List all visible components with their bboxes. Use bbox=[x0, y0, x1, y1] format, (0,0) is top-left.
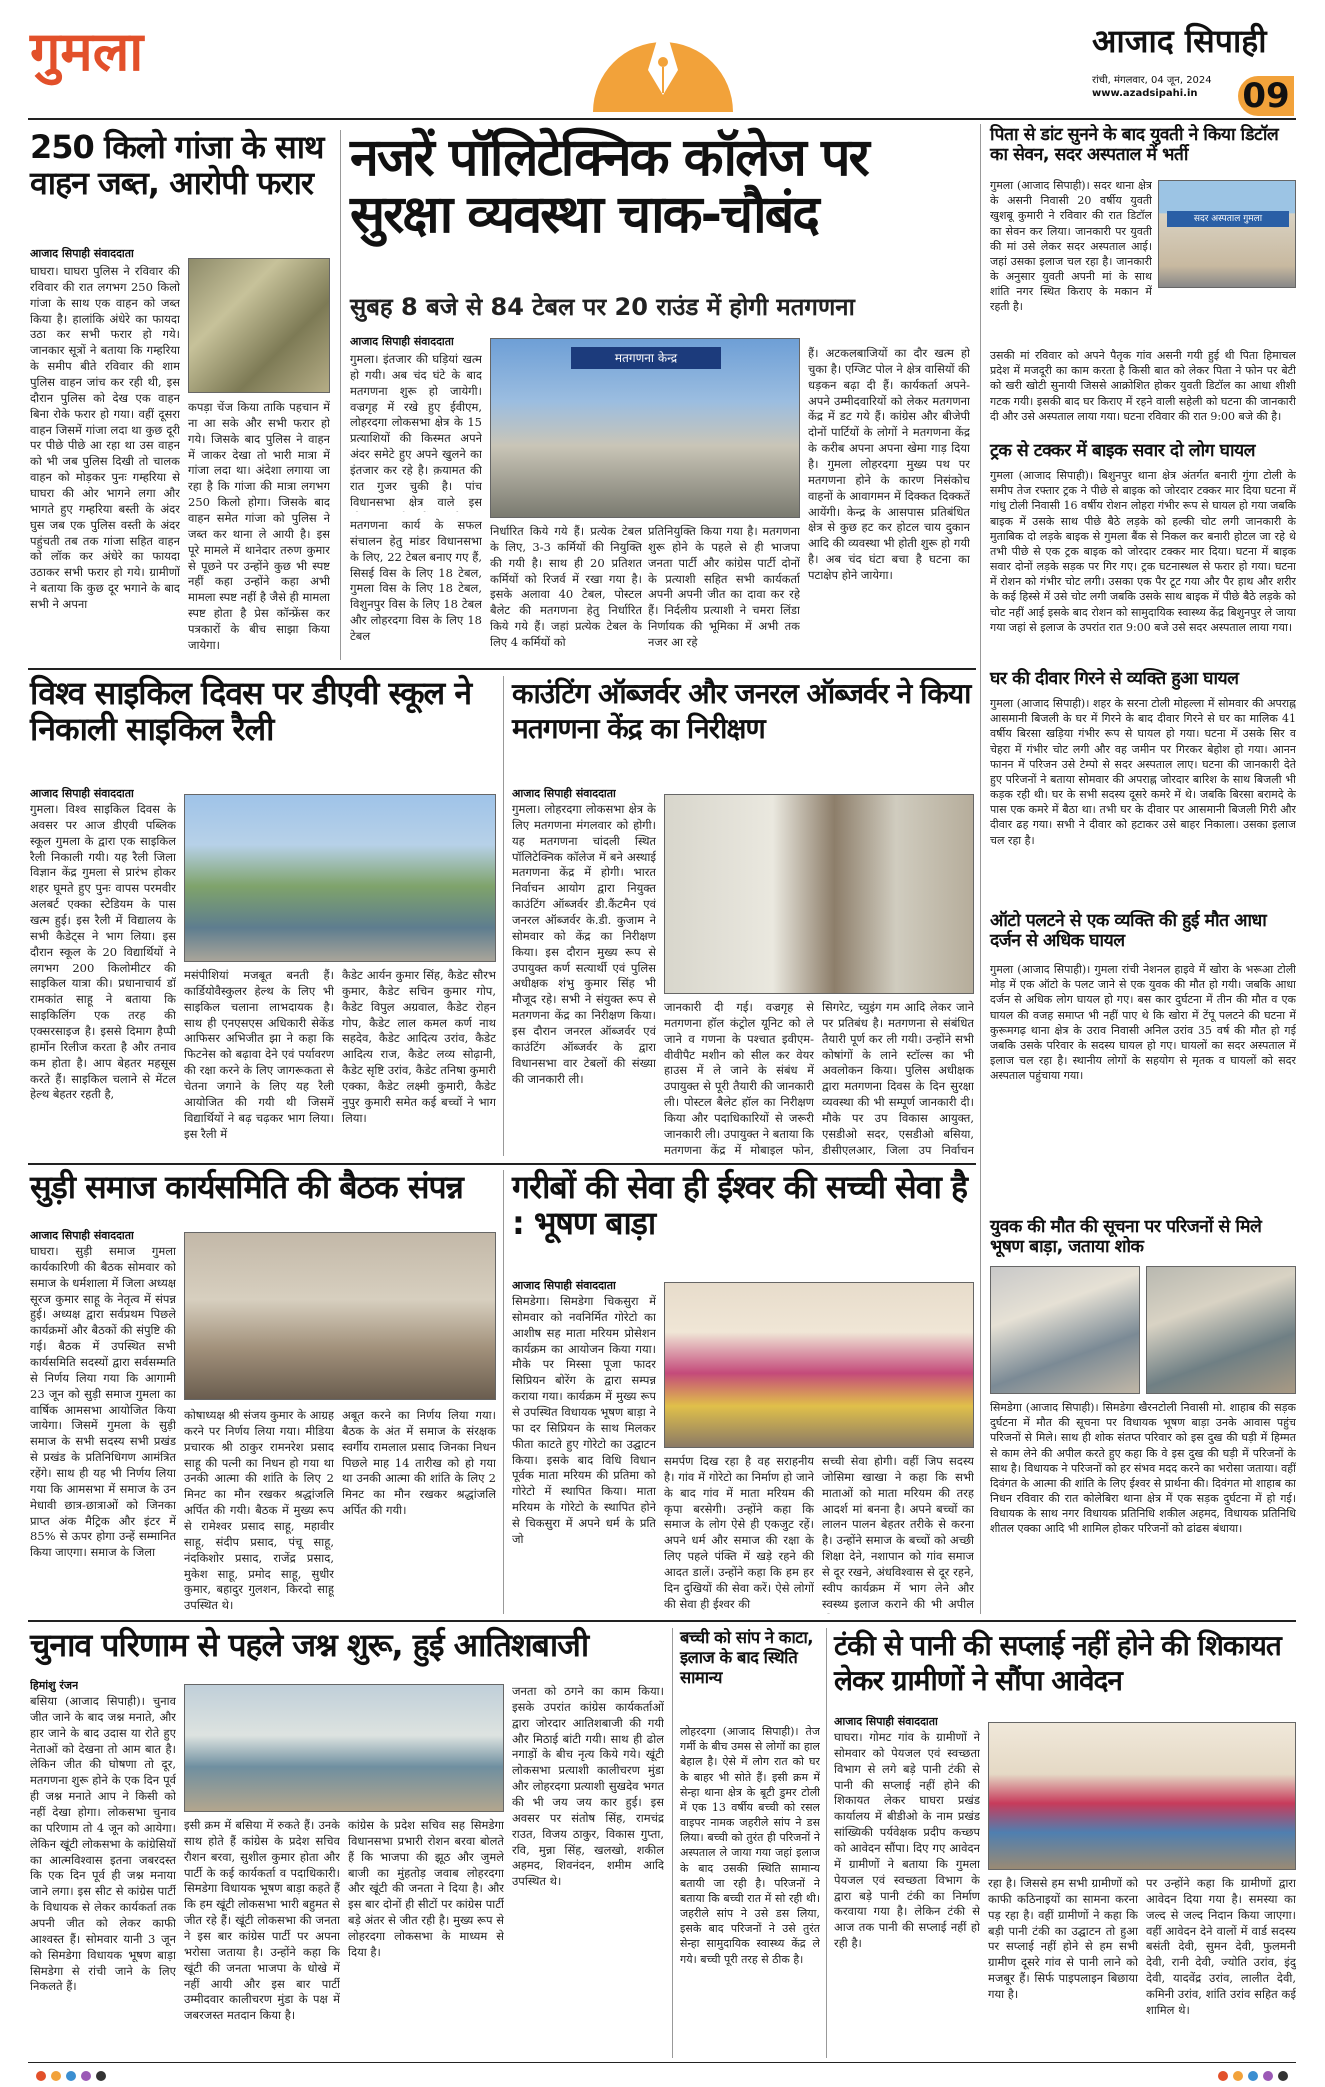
byline: हिमांशु रंजन bbox=[30, 1679, 79, 1692]
headline: गरीबों की सेवा ही ईश्वर की सच्ची सेवा है : भूषण बाड़ा bbox=[512, 1168, 967, 1242]
body1: सिमडेगा। सिमडेगा चिकसुरा में सोमवार को नवनिर्मित गोरेटो का आशीष सह माता मरियम प्रोसेशन कार्यक्रम का आयोजन किया गया। मौके पर मिस्सा पूजा फादर सिप्रियन बोरेंग के द्वारा सम्पन्न कराया गया। कार्यक्रम में मुख्य रूप से उपस्थित विधायक भूषण बाड़ा ने फा दर सिप्रियन के साथ मिलकर फीता काटते हुए गोरेटो का उद्घाटन किया। इसके बाद विधि विधान पूर्वक माता मरियम की प्रतिमा को गोरेटो में स्थापित किया। माता मरियम के गोरेटो के स्थापित होने से चिकसुरा में अपने धर्म के प्रति जो bbox=[512, 1294, 656, 1546]
footer-dots-left bbox=[34, 2068, 154, 2082]
lead-body1: गुमला। इंतजार की घड़ियां खत्म हो गयी। अब चंद घंटे के बाद मतगणना शुरू हो जायेगी। वज्रगृह में रखे हुए ईवीएम, लोहरदगा लोकसभा क्षेत्र के 15 प्रत्याशियों की किस्मत अपने अंदर समेटे हुए अपने खुलने का इंतजार कर रहे है। क़यामत की रात गुजर चुकी है। पांच विधानसभा क्षेत्र वाले इस bbox=[350, 352, 482, 509]
headline: युवक की मौत की सूचना पर परिजनों से मिले भूषण बाड़ा, जताया शोक bbox=[990, 1217, 1262, 1257]
body1: घाघरा। गोमट गांव के ग्रामीणों ने सोमवार को पेयजल एवं स्वच्छता विभाग से लगे बड़े पानी टंकी से पानी की सप्लाई नहीं होने की शिकायत लेकर घाघरा प्रखंड कार्यालय में बीडीओ के नाम प्रखंड सांख्यिकी पर्यवेक्षक प्रदीप कच्छप को आवेदन सौंपा। दिए गए आवेदन में ग्रामीणों ने बताया कि गुमला पेयजल एवं स्वच्छता विभाग के द्वारा बड़े पानी टंकी का निर्माण करवाया गया है। लेकिन टंकी से आज तक पानी की सप्लाई नहीं हो रही है। bbox=[834, 1730, 980, 1951]
headline: चुनाव परिणाम से पहले जश्न शुरू, हुई आतिशबाजी bbox=[30, 1626, 589, 1664]
body1: गुमला (आजाद सिपाही)। सदर थाना क्षेत्र के असनी निवासी 20 वर्षीय युवती खुशबू कुमारी ने रविवार की रात डिटॉल का सेवन कर लिया। जानकारी पर युवती की मां उसे लेकर सदर अस्पताल आई। जहां उसका इलाज चल रहा है। जानकारी के अनुसार युवती अपनी मां के साथ शांति नगर स्थित किराए के मकान में रहती है। bbox=[990, 179, 1152, 314]
byline: आजाद सिपाही संवाददाता bbox=[350, 335, 454, 348]
inspection-photo bbox=[664, 794, 974, 994]
story-wall bbox=[990, 670, 1296, 906]
headline: ऑटो पलटने से एक व्यक्ति की हुई मौत आधा दर्जन से अधिक घायल bbox=[990, 911, 1267, 951]
lead-headline: नजरें पॉलिटेक्निक कॉलेज पर सुरक्षा व्यवस्था चाक-चौबंद bbox=[350, 128, 868, 246]
hospital-photo bbox=[1158, 180, 1296, 288]
story-cycle bbox=[30, 676, 496, 1156]
headline: 250 किलो गांजा के साथ वाहन जब्त, आरोपी फरार bbox=[30, 128, 324, 202]
byline: आजाद सिपाही संवाददाता bbox=[30, 247, 134, 260]
col-rule bbox=[980, 124, 981, 1614]
lead-subhead: सुबह 8 बजे से 84 टेबल पर 20 राउंड में होगी मतगणना bbox=[350, 293, 855, 321]
byline: आजाद सिपाही संवाददाता bbox=[512, 1279, 616, 1292]
body2: मसंपीशियां मजबूत बनती हैं। कार्डियोवैस्कुलर हेल्थ के लिए भी साइकिल चलाना लाभदायक है। साथ ही एनएसएस अधिकारी सेकेंड आफिसर अभिजीत झा ने कहा कि फिटनेस को बढ़ावा देने एवं पर्यावरण की रक्षा करने के लिए जागरूकता से चेतना जगाने के लिए यह रैली आयोजित की गयी थी जिसमें विद्यार्थियों ने बढ़ चढ़कर भाग लिया। इस रैली में bbox=[184, 968, 334, 1141]
story-jashn bbox=[30, 1628, 664, 2058]
body1: गुमला। लोहरदगा लोकसभा क्षेत्र के लिए मतगणना मंगलवार को होगी। यह मतगणना चांदली स्थित पॉलिटेक्निक कॉलेज में बने अस्थाई मतगणना केंद्र में होगी। भारत निर्वाचन आयोग द्वारा नियुक्त काउंटिंग ऑब्जर्वर डी.कैंटमैन एवं जनरल ऑब्जर्वर के.डी. कुजाम ने सोमवार को केंद्र का निरीक्षण किया। इस दौरान मुख्य रूप से उपायुक्त कर्ण सत्यार्थी एवं पुलिस अधीक्षक शंभु कुमार सिंह भी मौजूद रहे। सभी ने संयुक्त रूप से मतगणना केंद्र का निरीक्षण किया। इस दौरान जनरल ऑब्जर्वर एवं काउंटिंग ऑब्जर्वर के द्वारा विधानसभा वार टेबलों की संख्या की जानकारी ली। bbox=[512, 802, 656, 1086]
story-ganja bbox=[30, 130, 330, 658]
footer-dots-right bbox=[1216, 2068, 1296, 2082]
col-rule bbox=[672, 1628, 673, 2058]
byline: आजाद सिपाही संवाददाता bbox=[512, 787, 616, 800]
byline: आजाद सिपाही संवाददाता bbox=[30, 1229, 134, 1242]
body3: कांग्रेस के प्रदेश सचिव सह सिमडेगा विधानसभा प्रभारी रोशन बरवा बोलते हैं कि भाजपा की झूठ और जुमले बाजी का मुंहतोड़ जवाब लोहरदगा और खूंटी की जनता ने दिया है। और इस बार दोनों ही सीटों पर कांग्रेस पार्टी बड़े अंतर से जीत रही है। मुख्य रूप से लोहरदगा लोकसभा के माध्यम से दिया है। bbox=[348, 1818, 504, 1959]
body3: कैडेट आर्यन कुमार सिंह, कैडेट सौरभ कुमार, कैडेट सचिन कुमार गोप, कैडेट विपुल अग्रवाल, कैडेट रोहन गोप, कैडेट लाल कमल कर्ण नाथ सहदेव, कैडेट आदित्य उरांव, कैडेट आदित्य राज, कैडेट लव्य सोढ़ानी, कैडेट सृष्टि उरांव, कैडेट तनिषा कुमारी एक्का, कैडेट लक्ष्मी कुमारी, कैडेट नुपुर कुमारी समेत कई बच्चों ने भाग लिया। bbox=[342, 968, 496, 1125]
body4: जनता को ठगने का काम किया। इसके उपरांत कांग्रेस कार्यकर्ताओं द्वारा जोरदार आतिशबाजी की गयी और मिठाई बांटी गयी। साथ ही ढोल नगाड़ों के बीच नृत्य किये गये। खूंटी लोकसभा प्रत्याशी कालीचरण मुंडा और लोहरदगा प्रत्याशी सुखदेव भगत की भी जय जय कार हुई। इस अवसर पर संतोष सिंह, रामचंद्र राउत, विजय ठाकुर, विकास गुप्ता, रवि, मुन्ना सिंह, खलखो, शकील अहमद, शिवनंदन, शमीम आदि उपस्थित थे। bbox=[512, 1684, 664, 1889]
hospital-sign: सदर अस्पताल गुमला bbox=[1167, 211, 1289, 227]
district-name: गुमला bbox=[30, 20, 144, 83]
body3: पर उन्होंने कहा कि ग्रामीणों द्वारा आवेदन दिया गया है। समस्या का जल्द से जल्द निदान किया जाएगा। वहीं आवेदन देने वालों में वार्ड सदस्य बसंती देवी, सुमन देवी, फुलमनी देवी, रानी देवी, ज्योति उरांव, इंदु देवी, यादवेंद्र उरांव, लालीत देवी, कमिनी उरांव, शांति उरांव सहित कई शामिल थे। bbox=[1146, 1876, 1296, 2017]
body-col2: कपड़ा चेंज किया ताकि पहचान में ना आ सके और सभी फरार हो गये। जिसके बाद पुलिस ने वाहन में जाकर देखा तो भारी मात्रा में गांजा लदा था। अंदेशा लगाया जा रहा है कि गांजा की मात्रा लगभग 250 किलो होगा। जिसके बाद वाहन समेत गांजा को पुलिस ने जब्त कर थाना ले आयी है। इस पूरे मामले में थानेदार तरुण कुमार से पूछने पर उन्होंने कुछ भी स्पष्ट नहीं कहा उन्होंने कहा अभी मामला स्पष्ट नहीं है जैसे ही मामला स्पष्ट होता है प्रेस कॉन्फ्रेंस कर पत्रकारों के बीच साझा किया जायेगा। bbox=[188, 400, 330, 652]
ganja-photo bbox=[188, 258, 330, 393]
section-rule bbox=[28, 1620, 1296, 1622]
center-sign: मतगणना केन्द्र bbox=[571, 347, 721, 369]
body2: इसी क्रम में बसिया में रुकते हैं। उनके साथ होते हैं कांग्रेस के प्रदेश सचिव रौशन बरवा, सुशील कुमार होता और पार्टी के कई कार्यकर्ता व पदाधिकारी। सिमडेगा विधायक भूषण बाड़ा कहते हैं कि हम खूंटी लोकसभा भारी बहुमत से जीत रहे हैं। खूंटी लोकसभा की जनता ने इस बार कांग्रेस पार्टी पर अपना भरोसा जताया है। उन्होंने कहा कि खूंटी की जनता भाजपा के धोखे में नहीं आयी और इस बार पार्टी उम्मीदवार कालीचरण मुंडा के पक्ष में जबरजस्त मतदान किया है। bbox=[184, 1818, 340, 2023]
celebration-photo bbox=[184, 1684, 504, 1812]
masthead bbox=[0, 0, 1325, 118]
villagers-photo bbox=[988, 1722, 1296, 1870]
story-counting bbox=[512, 676, 974, 1156]
condolence-photo bbox=[990, 1266, 1140, 1394]
story-bhushan bbox=[512, 1170, 974, 1614]
headline: सुड़ी समाज कार्यसमिति की बैठक संपन्न bbox=[30, 1168, 463, 1206]
body3: सच्ची सेवा होगी। वहीं जिप सदस्य जोसिमा खाखा ने कहा कि सभी माताओं को माता मरियम की तरह आदर्श मां बनना है। अपने बच्चों का लालन पालन बेहतर तरीके से करना है। उन्होंने समाज के बच्चों को अच्छी शिक्षा देने, नशापान को गांव समाज से दूर रखने, अंधविश्वास से दूर रहने, स्वीप कार्यक्रम में भाग लेने और स्वस्थ्य इलाज कराने की भी अपील bbox=[822, 1454, 974, 1611]
body: सिमडेगा (आजाद सिपाही)। सिमडेगा खैरनटोली निवासी मो. शाहाब की सड़क दुर्घटना में मौत की सूचना पर विधायक भूषण बाड़ा उनके आवास पहुंच परिजनों से मिले। साथ ही शोक संतप्त परिवार को इस दुख की घड़ी में हिम्मत से काम लेने की अपील करते हुए कहा कि वे इस दुख की घड़ी में परिजनों के साथ है। विधायक ने परिजनों को हर संभव मदद करने का भरोसा जताया। वहीं दिवंगत के आत्मा की शांति के लिए ईश्वर से प्रार्थना की। दिवंगत मो शाहाब का निधन रविवार की रात कोलेबिरा थाना क्षेत्र में एक सड़क दुर्घटना में हो गई। विधायक के साथ नगर विधायक प्रतिनिधि शकील अहमद, विधायक प्रतिनिधि शीतल एक्का आदि भी शामिल होकर परिजनों को ढांढस बंधाया। bbox=[990, 1401, 1296, 1536]
byline: आजाद सिपाही संवाददाता bbox=[30, 787, 134, 800]
gorato-photo bbox=[664, 1282, 974, 1448]
lead-body5: हैं। अटकलबाजियों का दौर खत्म हो चुका है। एग्जिट पोल ने क्षेत्र वासियों की धड़कन बढ़ा दी हैं। कार्यकर्ता अपने-अपने उम्मीदवारियों को लेकर मतगणना केंद्र में डट गये हैं। कांग्रेस और बीजेपी दोनों पार्टियों के लोगों ने मतगणना केंद्र के करीब अपना अपना खेमा गाड़ दिया है। गुमला लोहरदगा मुख्य पथ पर मतगणना होने के कारण निसंकोच वाहनों के आवागमन में दिक्कत दिक्कतें आयेंगी। केन्द्र के आसपास प्रतिबंधित क्षेत्र से कुछ हट कर होटल चाय दुकान आदि की व्यवस्था भी होती शुरू हो गयी है। अब चंद घंटा बचा है घटना का पटाक्षेप होने जायेगा। bbox=[808, 346, 970, 583]
lead-body4: प्रतिनियुक्ति किया गया है। मतगणना शुरू होने के पहले से ही भाजपा जनता पार्टी और कांग्रेस पार्टी दोनों के प्रत्याशी सहित सभी कार्यकर्ता अपनी अपनी जीत का दावा कर रहे हैं। निर्दलीय प्रत्याशी ने चमरा लिंडा निर्णायक की भूमिका में अभी तक नजर आ रहे bbox=[648, 524, 800, 650]
lead-body2: मतगणना कार्य के सफल संचालन हेतु मांडर विधानसभा के लिए, 22 टेबल बनाए गए हैं, सिसई विस के लिए 18 टेबल, गुमला विस के लिए 18 टेबल, विशुनपुर विस के लिए 18 टेबल और लोहरदगा विस के लिए 18 टेबल bbox=[350, 518, 482, 644]
story-sudi bbox=[30, 1170, 496, 1614]
body1: घाघरा। सुड़ी समाज गुमला कार्यकारिणी की बैठक सोमवार को समाज के धर्मशाला में जिला अध्यक्ष सूरज कुमार साहू के नेतृत्व में संपन्न हुई। अध्यक्ष द्वारा सर्वप्रथम पिछले कार्यक्रमों और बैठकों की संपुष्टि की गई। बैठक में उपस्थित सभी कार्यसमिति सदस्यों द्वारा सर्वसम्मति से निर्णय लिया गया कि आगामी 23 जून को सुड़ी समाज गुमला का वार्षिक आमसभा आयोजित किया जायेगा। जिसमें गुमला के सुड़ी समाज के सभी सदस्य सभी प्रखंड से प्रखंड के प्रतिनिधिगण आमंत्रित रहेंगे। साथ ही यह भी निर्णय लिया गया कि आमसभा में समाज के उन मेधावी छात्र-छात्राओं को जिनका प्राप्त अंक मैट्रिक और इंटर में 85% से ऊपर होगा उन्हें सम्मानित किया जाएगा। समाज के जिला bbox=[30, 1244, 176, 1560]
headline: बच्ची को सांप ने काटा, इलाज के बाद स्थिति सामान्य bbox=[680, 1628, 814, 1688]
section-rule bbox=[28, 1163, 976, 1165]
cycle-rally-photo bbox=[184, 794, 496, 962]
footer-rule bbox=[28, 2062, 1296, 2063]
body: लोहरदगा (आजाद सिपाही)। तेज गर्मी के बीच उमस से लोगों का हाल बेहाल है। ऐसे में लोग रात को घर के बाहर भी सोते हैं। इसी क्रम में सेन्हा थाना क्षेत्र के बूटी डुमर टोली में एक 13 वर्षीय बच्ची को रसल वाइपर नामक जहरीले सांप ने डस लिया। बच्ची को तुरंत ही परिजनों ने अस्पताल ले जाया गया जहां इलाज के बाद उसकी स्थिति सामान्य बतायी जा रही है। परिजनों ने बताया कि बच्ची रात में सो रही थी। जहरीले सांप ने उसे डस लिया, इसके बाद परिजनों ने उसे तुरंत सेन्हा सामुदायिक स्वास्थ्य केंद्र ले गये। बच्ची पूरी तरह से ठीक है। bbox=[680, 1725, 820, 1966]
body2: उसकी मां रविवार को अपने पैतृक गांव असनी गयी हुई थी पिता हिमाचल प्रदेश में मजदूरी का काम करता है किसी बात को लेकर पिता ने फोन पर बेटी को खरी खोटी सुनायी जिससे आक्रोशित होकर युवती डिटॉल का आधा शीशी गटक गयी। इसकी बाद घर किराए में रहने वाली सहेली को घटना की जानकारी दी और उसे अस्पताल लाया गया। घटना रविवार की रात 9:00 बजे की है। bbox=[990, 349, 1296, 423]
masthead-rule bbox=[28, 118, 1296, 120]
story-water bbox=[834, 1628, 1296, 2058]
section-rule bbox=[28, 668, 976, 670]
story-truck bbox=[990, 442, 1296, 664]
body2: रहा है। जिससे हम सभी ग्रामीणों को काफी कठिनाइयों का सामना करना पड़ रहा है। वहीं ग्रामीणों ने कहा कि बड़ी पानी टंकी का उद्घाटन तो हुआ पर सप्लाई नहीं होने से हम सभी ग्रामीण दूसरे गांव से पानी लाने को मजबूर हैं। सिर्फ पाइपलाइन बिछाया गया है। bbox=[988, 1876, 1138, 2002]
col-rule bbox=[503, 1170, 504, 1614]
website: www.azadsipahi.in bbox=[1092, 88, 1198, 99]
story-death bbox=[990, 1218, 1296, 1614]
body: गुमला (आजाद सिपाही)। बिशुनपुर थाना क्षेत्र अंतर्गत बनारी गुंगा टोली के समीप तेज रफ्तार ट्रक ने पीछे से बाइक को जोरदार टक्कर मार दिया घटना में गांधु टोली निवासी 16 वर्षीय रोशन लोहरा गंभीर रूप से घायल हो गया जबकि बाइक में उसके साथ पीछे बैठे लड़के को हल्की चोट लगी जानकारी के मुताबिक दो लड़के बाइक से गुमला बैंक से निकल कर बनारी होटल जा रहे थे तभी पीछे से एक ट्रक बाइक को जोरदार टक्कर मार दिया। घटना में बाइक सवार दोनों लड़के सड़क पर गिर गए। ट्रक घटनास्थल से फरार हो गया। घटना में रोशन को गंभीर चोट लगी। उसका एक पैर टूट गया और पैर हाथ और शरीर के कई हिस्से में उसे चोट लगी जबकि उसके साथ बाइक में पीछे बैठे लड़के को चोट नहीं आई इसके बाद रोशन को सामुदायिक स्वास्थ्य केंद्र बिशुनपुर ले जाया गया जहां से इलाज के उपरांत रात 9:00 बजे उसे सदर अस्पताल लाया गया। bbox=[990, 469, 1296, 634]
headline: काउंटिंग ऑब्जर्वर और जनरल ऑब्जर्वर ने किया मतगणना केंद्र का निरीक्षण bbox=[512, 677, 971, 745]
body2: समर्पण दिख रहा है वह सराहनीय है। गांव में गोरेटो का निर्माण हो जाने के बाद गांव में माता मरियम की कृपा बरसेगी। उन्होंने कहा कि समाज के लोग ऐसे ही एकजुट रहें। अपने धर्म और समाज की रक्षा के लिए पहले पंक्ति में खड़े रहने की आदत डालें। उन्होंने कहा कि हम हर दिन दुखियों की सेवा करें। ऐसे लोगों की सेवा ही ईश्वर की bbox=[664, 1454, 814, 1611]
story-snake bbox=[680, 1628, 820, 2058]
body2: कोषाध्यक्ष श्री संजय कुमार के आग्रह करने पर निर्णय लिया गया। मीडिया प्रचारक श्री ठाकुर रामनरेश प्रसाद साहू की पत्नी का निधन हो गया था उनकी आत्मा की शांति के लिए 2 मिनट का मौन रखकर श्रद्धांजलि अर्पित की गयी। बैठक में मुख्य रूप से रामेश्वर प्रसाद साहू, महावीर साहू, संदीप प्रसाद, पंचू साहू, नंदकिशोर प्रसाद, राजेंद्र प्रसाद, मुकेश साहू, प्रमोद साहू, सुधीर कुमार, बहादुर गुलशन, किरदो साहू उपस्थित थे। bbox=[184, 1408, 334, 1613]
body3: अबूत करने का निर्णय लिया गया। बैठक के अंत में समाज के संरक्षक स्वर्गीय रामलाल प्रसाद जिनका निधन पिछले माह 14 तारीख को हो गया था उनकी आत्मा की शांति के लिए 2 मिनट का मौन रखकर श्रद्धांजलि अर्पित की गयी। bbox=[342, 1408, 496, 1518]
body: गुमला (आजाद सिपाही)। शहर के सरना टोली मोहल्ला में सोमवार की अपराह्न आसमानी बिजली के घर में गिरने के बाद दीवार गिरने से घर का मालिक 41 वर्षीय बिरसा खड़िया गंभीर रूप से घायल हो गया। घटना में उसके सिर व चेहरा में गंभीर चोट लगी और वह जमीन पर गिरकर बेहोश हो गया। आनन फानन में परिजन उसे टेम्पो से सदर अस्पताल लाए। घटना की जानकारी देते हुए परिजनों ने बताया सोमवार की अपराह्न जोरदार बारिश के साथ बिजली भी कड़क रही थी। घर के सभी सदस्य दूसरे कमरे में थे। जबकि बिरसा बरामदे के पास एक कमरे में बैठा था। तभी घर के दीवार पर आसमानी बिजली गिरी और दीवार ढह गया। सभी ने दीवार को हटाकर उसे बाहर निकाला। उसका इलाज चल रहा है। bbox=[990, 697, 1296, 847]
paper-title: आजाद सिपाही bbox=[1092, 22, 1267, 60]
story-lead bbox=[350, 130, 970, 660]
headline: घर की दीवार गिरने से व्यक्ति हुआ घायल bbox=[990, 669, 1239, 689]
meeting-photo bbox=[184, 1232, 496, 1400]
masthead-emblem bbox=[588, 0, 738, 112]
col-rule bbox=[340, 130, 341, 660]
lead-body3: निर्धारित किये गये हैं। प्रत्येक टेबल के लिए, 3-3 कर्मियों की नियुक्ति की गयी है। साथ ही 20 प्रतिशत कर्मियों को रिजर्व में रखा गया है। इसके अलावा 40 टेबल, पोस्टल बैलेट की मतगणना हेतु निर्धारित किये गये हैं। जहां प्रत्येक टेबल के लिए 4 कर्मियों को bbox=[490, 524, 642, 650]
condolence-photo-2 bbox=[1146, 1266, 1296, 1394]
headline: पिता से डांट सुनने के बाद युवती ने किया डिटॉल का सेवन, सदर अस्पताल में भर्ती bbox=[990, 125, 1279, 165]
body2: जानकारी दी गई। वज्रगृह से मतगणना हॉल कंट्रोल यूनिट को ले जाने व गणना के पश्चात इवीएम-वीवीपैट मशीन को सील कर वेयर हाउस में ले जाने के संबंध में उपायुक्त से पूरी तैयारी की जानकारी ली। पोस्टल बैलेट हॉल का निरीक्षण किया और पदाधिकारियों से जरूरी जानकारी ली। उपायुक्त ने बताया कि मतगणना केंद्र में मोबाइल फोन, bbox=[664, 1000, 814, 1156]
body1: गुमला। विश्व साइकिल दिवस के अवसर पर आज डीएवी पब्लिक स्कूल गुमला के द्वारा एक साइकिल रैली निकाली गयी। यह रैली जिला विज्ञान केंद्र गुमला से प्रारंभ होकर शहर घूमते हुए पुनः वापस परमवीर अलबर्ट एक्का स्टेडियम के पास खत्म हुई। इस रैली में विद्यालय के सभी कैडेट्स ने भाग लिया। इस दौरान स्कूल के 20 विद्यार्थियों ने लगभग 200 किलोमीटर की साइकिल यात्रा की। प्रधानाचार्य डॉ रामकांत साहू ने बताया कि साइकिलिंग एक तरह की एक्सरसाइज है। इससे दिमाग हैप्पी हार्मोन रिलीज करता है और तनाव कम होता है। आप बेहतर महसूस करते हैं। साइकिल चलाने से मेंटल हेल्थ बेहतर रहती है, bbox=[30, 802, 176, 1102]
headline: विश्व साइकिल दिवस पर डीएवी स्कूल ने निकाली साइकिल रैली bbox=[30, 674, 472, 748]
headline: ट्रक से टक्कर में बाइक सवार दो लोग घायल bbox=[990, 441, 1256, 461]
dateline: रांची, मंगलवार, 04 जून, 2024 bbox=[1092, 75, 1212, 86]
headline: टंकी से पानी की सप्लाई नहीं होने की शिकायत लेकर ग्रामीणों ने सौंपा आवेदन bbox=[834, 1629, 1281, 1697]
counting-center-photo bbox=[490, 338, 800, 518]
body: गुमला (आजाद सिपाही)। गुमला रांची नेशनल हाइवे में खोरा के भरूआ टोली मोड़ में एक ऑटो के पलट जाने से एक युवक की मौत हो गयी। जबकि आधा दर्जन से अधिक लोग घायल हो गए। बस कार दुर्घटना में तीन की मौत व एक घायल की वजह समाप्त भी नहीं पाए थे कि खोरा में टेंपू पलटने की घटना में कुरूमगढ़ थाना क्षेत्र के उराव निवासी अनिल उरांव 35 वर्ष की मौत हो गई जबकि उसके परिवार के सदस्य घायल हो गए। घायलों का सदर अस्पताल में इलाज चल रहा है। स्थानीय लोगों के सहयोग से मृतक व घायलों को सदर अस्पताल पहुंचाया गया। bbox=[990, 963, 1296, 1083]
body1: बसिया (आजाद सिपाही)। चुनाव जीत जाने के बाद जश्न मनाते, और हार जाने के बाद उदास या रोते हुए नेताओं को देखना तो आम बात है। लेकिन जीत की घोषणा तो दूर, मतगणना शुरू होने के एक दिन पूर्व ही जश्न मनाते आप ने किसी को नहीं देखा होगा। लोकसभा चुनाव का परिणाम तो 4 जून को आयेगा। लेकिन खूंटी लोकसभा के कांग्रेसियों का आत्मविश्वास इतना जबरदस्त कि एक दिन पूर्व ही जश्न मनाया जाने लगा। इस सीट से कांग्रेस पार्टी के विधायक से लेकर कार्यकर्ता तक अपनी जीत को लेकर काफी आश्वस्त हैं। सोमवार यानी 3 जून को सिमडेगा विधायक भूषण बाड़ा सिमडेगा से रांची जाने के लिए निकलते हैं। bbox=[30, 1694, 176, 1994]
body3: सिगरेट, च्युइंग गम आदि लेकर जाने पर प्रतिबंध है। मतगणना से संबंधित तैयारी पूर्ण कर ली गयी। उन्होंने सभी कोषांगों के लाने स्टॉल्स का भी अवलोकन किया। पुलिस अधीक्षक द्वारा मतगणना दिवस के दिन सुरक्षा व्यवस्था की भी सम्पूर्ण जानकारी दी। मौके पर उप विकास आयुक्त, एसडीओ सदर, एसडीओ बसिया, डीसीएलआर, जिला उप निर्वाचन bbox=[822, 1000, 974, 1156]
page-number: 09 bbox=[1238, 76, 1294, 116]
story-dettol bbox=[990, 126, 1296, 436]
byline: आजाद सिपाही संवाददाता bbox=[834, 1715, 938, 1728]
story-auto bbox=[990, 912, 1296, 1212]
col-rule bbox=[503, 676, 504, 1156]
body-col1: घाघरा। घाघरा पुलिस ने रविवार की रविवार की रात लगभग 250 किलो गांजा के साथ एक वाहन को जब्त किया है। हालांकि अंधेरे का फायदा उठा कर सभी फरार हो गये। जानकार सूत्रों ने बताया कि गम्हरिया के समीप बीते रविवार की शाम पुलिस वाहन जांच कर रही थी, इस दौरान पुलिस को देख एक वाहन बिना रोके फरार हो गया। वहीं दूसरा वाहन जिसमें गांजा लदा था कुछ दूरी पर पीछे पीछे आ रहा था उस वाहन को भी जब पुलिस दिखी तो चालक वाहन को मोड़कर पुनः गम्हरिया से घाघरा की ओर भागने लगा और भागते हुए गम्हरिया बस्ती के अंदर घुस जब एक पुलिस वस्ती के अंदर पहुंचती तब तक गांजा सहित वाहन को लॉक कर अंधेरे का फायदा उठाकर सभी फरार हो गये। ग्रामीणों ने बताया कि कुछ दूर भगाने के बाद सभी ने अपना bbox=[30, 264, 180, 612]
col-rule bbox=[826, 1628, 827, 2058]
